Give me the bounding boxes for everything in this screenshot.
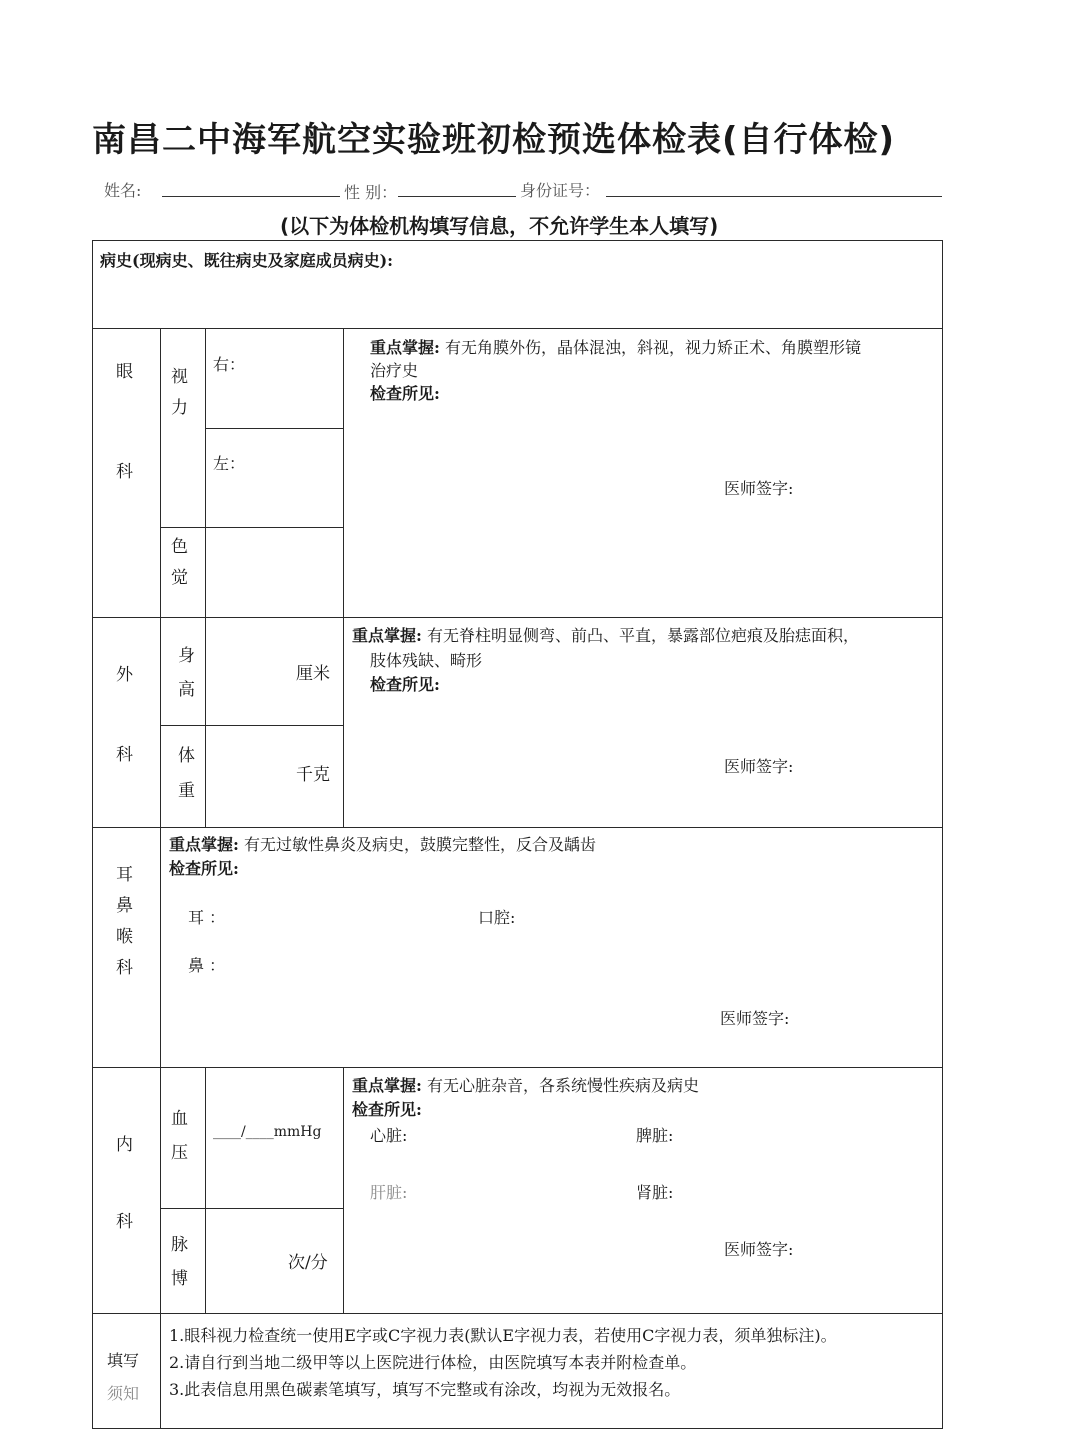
height-label-2: 高 bbox=[178, 680, 195, 700]
eye-focus-text-2: 治疗史 bbox=[370, 361, 419, 380]
mouth-label: 口腔: bbox=[478, 908, 516, 927]
surgery-focus-title: 重点掌握: bbox=[352, 626, 422, 645]
kidney-label: 肾脏: bbox=[636, 1183, 674, 1202]
bp-label-1: 血 bbox=[171, 1109, 188, 1129]
bp-value-field[interactable]: ____/____mmHg bbox=[213, 1124, 322, 1140]
internal-dept-label-2: 科 bbox=[116, 1212, 133, 1232]
ent-dept-label-1: 耳 bbox=[116, 865, 133, 885]
color-vision-field[interactable] bbox=[208, 530, 340, 614]
eye-focus-title: 重点掌握: bbox=[370, 338, 440, 357]
ent-focus-title: 重点掌握: bbox=[169, 835, 239, 854]
instructions-label-2: 须知 bbox=[107, 1384, 140, 1403]
surgery-findings-label: 检查所见: bbox=[370, 675, 440, 694]
height-label-1: 身 bbox=[178, 646, 195, 666]
weight-unit: 千克 bbox=[296, 765, 330, 785]
liver-label: 肝脏: bbox=[370, 1183, 408, 1202]
pulse-label-1: 脉 bbox=[171, 1235, 188, 1255]
instruction-item-1: 1.眼科视力检查统一使用E字或C字视力表(默认E字视力表，若使用C字视力表，须单独标注)。 bbox=[169, 1326, 837, 1345]
spleen-label: 脾脏: bbox=[636, 1126, 674, 1145]
instruction-item-3: 3.此表信息用黑色碳素笔填写，填写不完整或有涂改，均视为无效报名。 bbox=[169, 1380, 681, 1399]
internal-dept-label-1: 内 bbox=[116, 1135, 133, 1155]
gender-label: 性 别： bbox=[344, 183, 398, 202]
surgery-dept-label-1: 外 bbox=[116, 665, 133, 685]
eye-focus-text: 有无角膜外伤，晶体混浊，斜视，视力矫正术、角膜塑形镜 bbox=[445, 338, 862, 357]
surgery-focus-text-2: 肢体残缺、畸形 bbox=[370, 651, 483, 670]
vision-left-label: 左： bbox=[213, 454, 246, 473]
weight-label-1: 体 bbox=[178, 746, 195, 766]
eye-findings-label: 检查所见: bbox=[370, 384, 440, 403]
ent-dept-label-3: 喉 bbox=[116, 927, 133, 947]
surgery-signature-label: 医师签字: bbox=[724, 757, 794, 776]
height-unit: 厘米 bbox=[296, 664, 330, 684]
vision-label-1: 视 bbox=[171, 367, 188, 387]
surgery-focus-text: 有无脊柱明显侧弯、前凸、平直，暴露部位疤痕及胎痣面积， bbox=[427, 626, 860, 645]
ear-label: 耳 ： bbox=[188, 908, 226, 927]
pulse-unit: 次/分 bbox=[288, 1253, 328, 1273]
form-title: 南昌二中海军航空实验班初检预选体检表(自行体检) bbox=[92, 120, 896, 160]
color-vision-label-2: 觉 bbox=[171, 568, 188, 588]
history-field[interactable] bbox=[96, 272, 938, 324]
eye-dept-label-2: 科 bbox=[116, 462, 133, 482]
id-field[interactable] bbox=[606, 196, 942, 197]
instruction-item-2: 2.请自行到当地二级甲等以上医院进行体检，由医院填写本表并附检查单。 bbox=[169, 1353, 697, 1372]
weight-label-2: 重 bbox=[178, 781, 195, 801]
bp-label-2: 压 bbox=[171, 1143, 188, 1163]
name-field[interactable] bbox=[162, 196, 340, 197]
eye-dept-label-1: 眼 bbox=[116, 362, 133, 382]
ent-dept-label-2: 鼻 bbox=[116, 896, 133, 916]
vision-label-2: 力 bbox=[171, 398, 188, 418]
eye-signature-label: 医师签字: bbox=[724, 479, 794, 498]
heart-label: 心脏: bbox=[370, 1126, 408, 1145]
internal-focus-title: 重点掌握: bbox=[352, 1076, 422, 1095]
notice-text: (以下为体检机构填写信息，不允许学生本人填写) bbox=[280, 214, 719, 238]
pulse-label-2: 博 bbox=[171, 1269, 188, 1289]
id-label: 身份证号： bbox=[520, 181, 601, 200]
internal-focus-text: 有无心脏杂音，各系统慢性疾病及病史 bbox=[427, 1076, 700, 1095]
surgery-dept-label-2: 科 bbox=[116, 745, 133, 765]
internal-findings-label: 检查所见: bbox=[352, 1100, 422, 1119]
vision-right-label: 右： bbox=[213, 355, 246, 374]
internal-signature-label: 医师签字: bbox=[724, 1240, 794, 1259]
name-label: 姓名: bbox=[104, 181, 142, 200]
instructions-label-1: 填写 bbox=[107, 1351, 140, 1370]
color-vision-label-1: 色 bbox=[171, 537, 188, 557]
history-label: 病史(现病史、既往病史及家庭成员病史): bbox=[100, 251, 394, 270]
nose-label: 鼻 ： bbox=[188, 956, 226, 975]
gender-field[interactable] bbox=[398, 196, 516, 197]
ent-dept-label-4: 科 bbox=[116, 958, 133, 978]
ent-findings-label: 检查所见: bbox=[169, 859, 239, 878]
ent-focus-text: 有无过敏性鼻炎及病史，鼓膜完整性，反合及龋齿 bbox=[244, 835, 597, 854]
ent-signature-label: 医师签字: bbox=[720, 1009, 790, 1028]
